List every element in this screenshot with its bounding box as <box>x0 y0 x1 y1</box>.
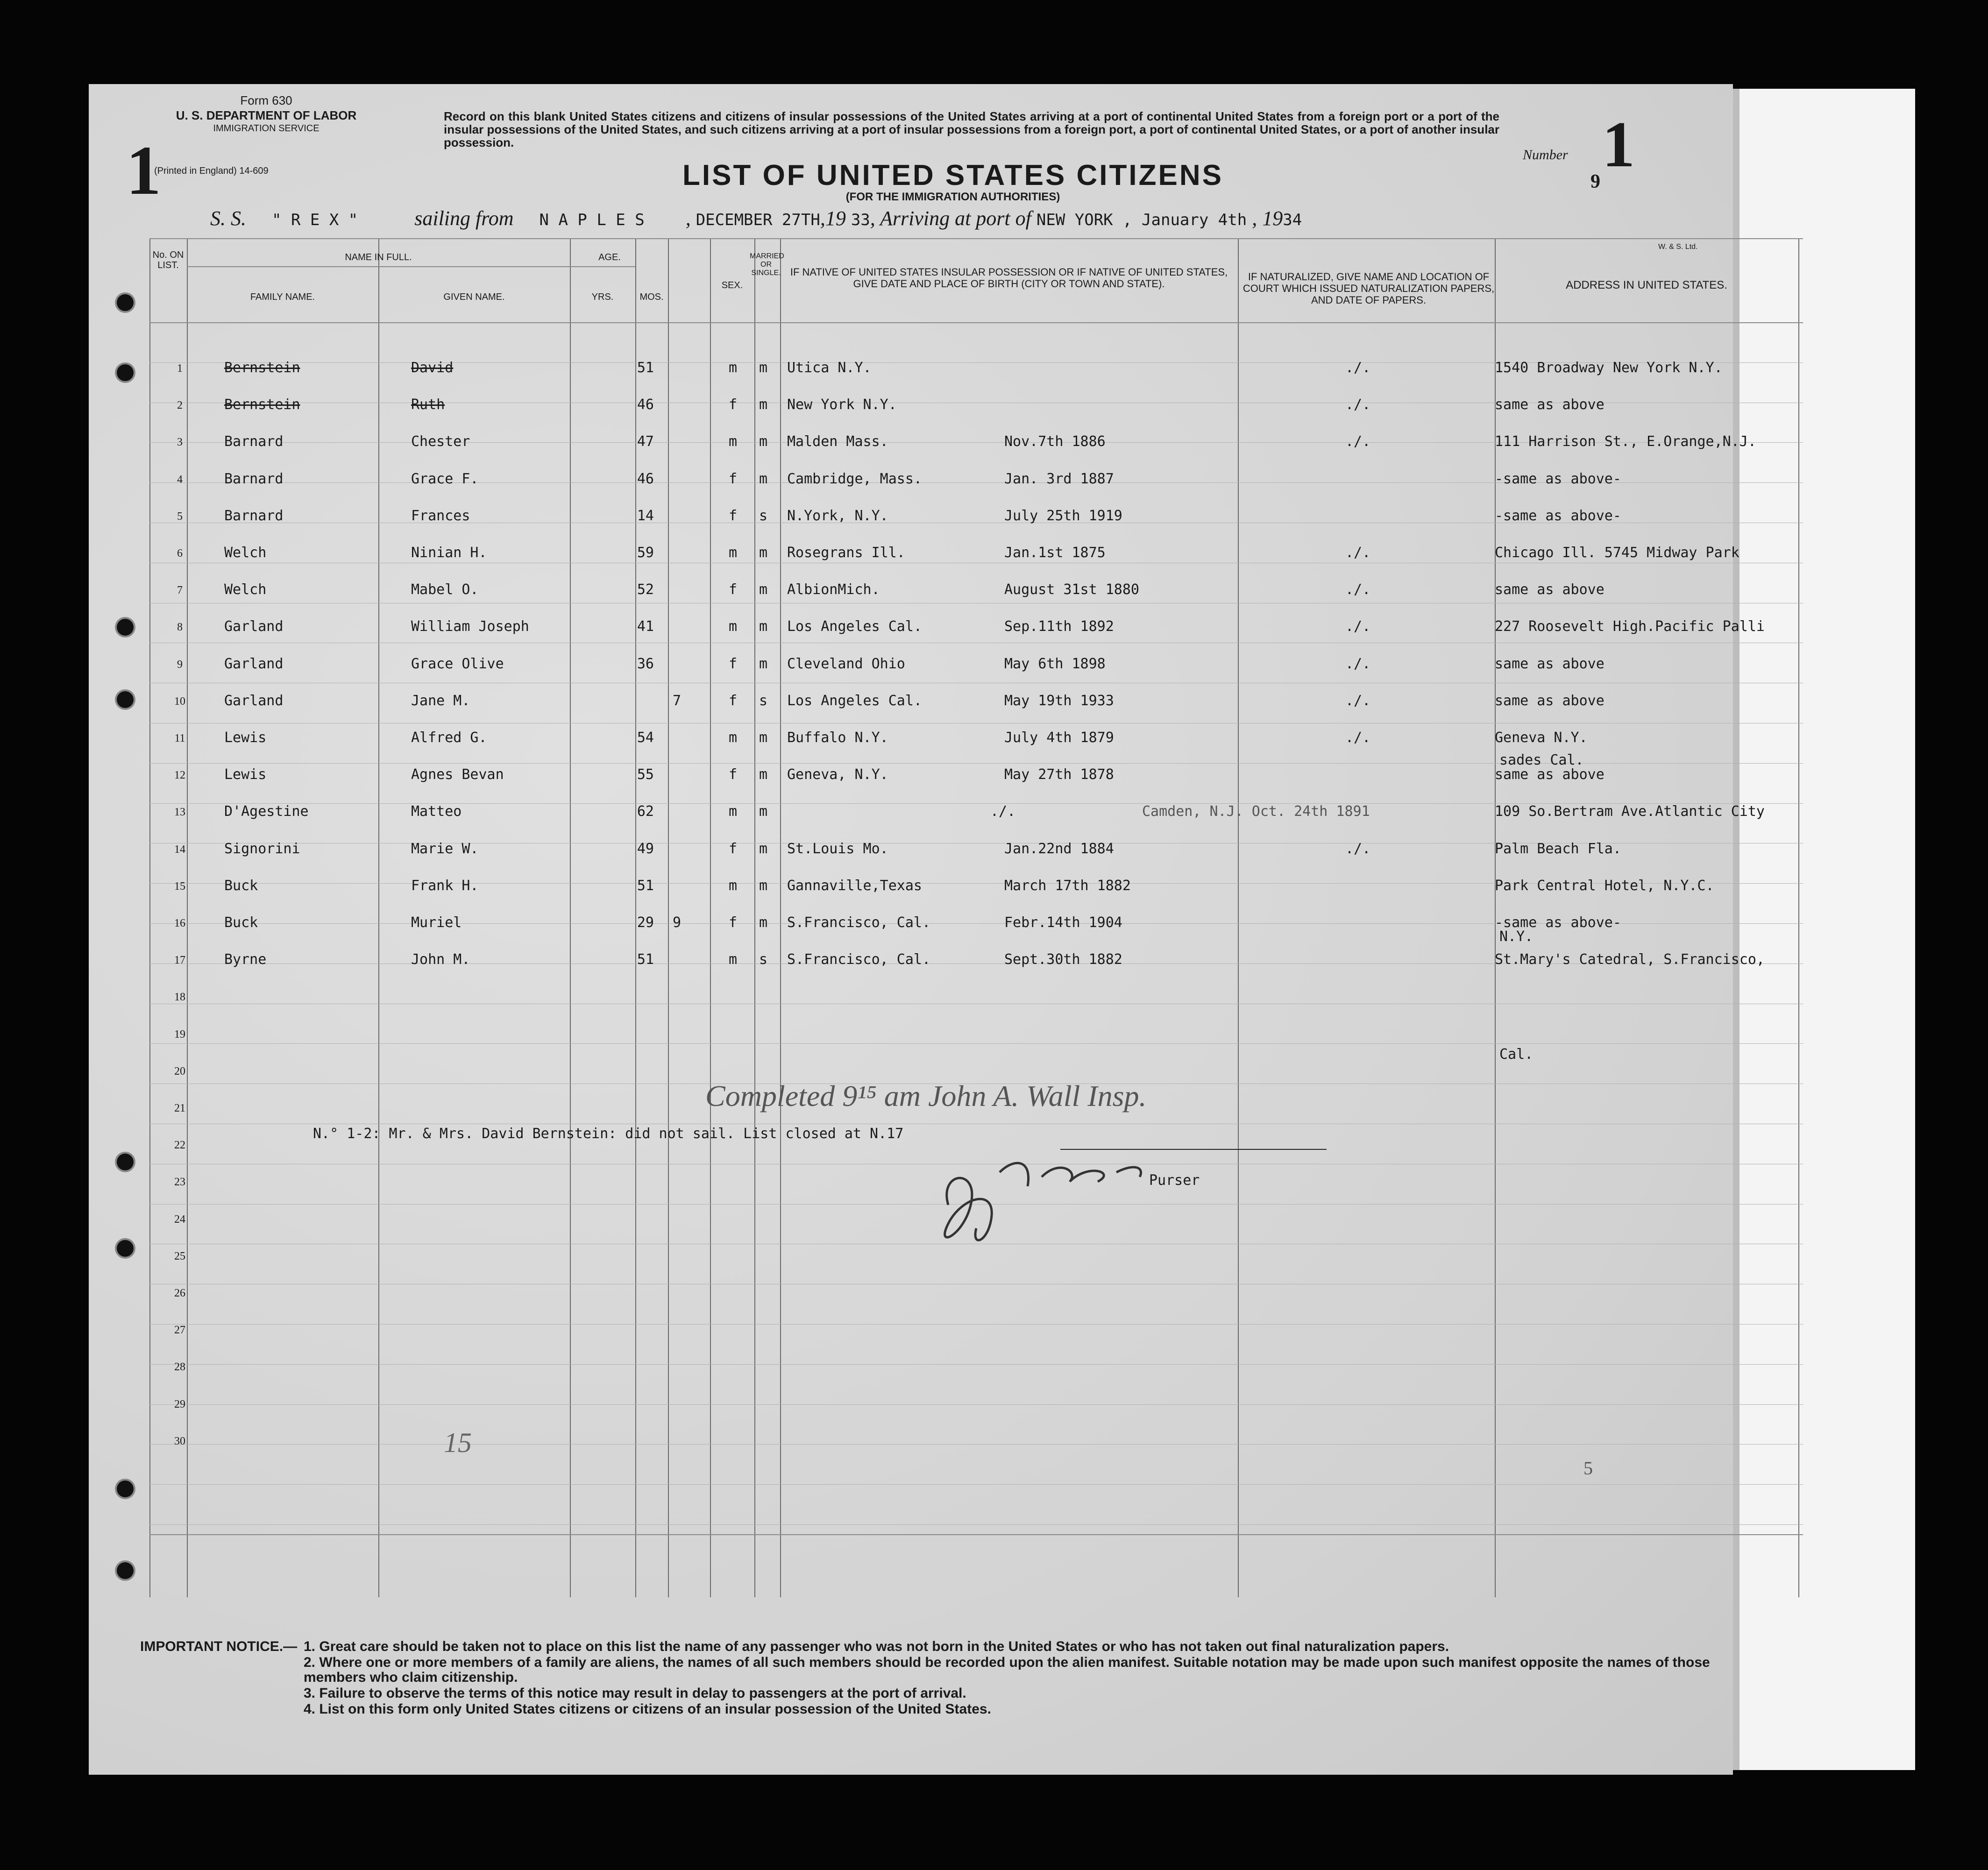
cell-family: Lewis <box>224 730 267 746</box>
cell-nat: ./. <box>1345 545 1371 561</box>
cell-given: Muriel <box>411 914 462 931</box>
cell-mar: s <box>759 951 768 968</box>
row-number: 8 <box>177 621 183 634</box>
row-number: 22 <box>174 1139 185 1152</box>
cell-addr: same as above <box>1495 397 1605 413</box>
list-number-left: 1 <box>126 132 161 209</box>
address-continuation-8: sades Cal. <box>1499 752 1584 768</box>
cell-sex: f <box>729 397 738 413</box>
cell-age: 47 <box>637 433 654 450</box>
punch-hole <box>117 364 134 381</box>
sail-date: DECEMBER 27TH <box>696 211 820 229</box>
cell-nat: ./. <box>1345 655 1371 672</box>
cell-date: March 17th 1882 <box>1004 877 1131 894</box>
cell-age: 29 <box>637 914 654 931</box>
cell-place: Los Angeles Cal. <box>787 692 922 709</box>
cell-age: 51 <box>637 360 654 376</box>
cell-age: 52 <box>637 581 654 598</box>
cell-sex: f <box>729 470 738 487</box>
col-naturalized: IF NATURALIZED, GIVE NAME AND LOCATION OF COURT WHICH ISSUED NATURALIZATION PAPERS, AND DATE OF PAPERS. <box>1242 271 1495 306</box>
address-continuation-13: N.Y. <box>1499 928 1534 945</box>
cell-family: Buck <box>224 877 258 894</box>
row-rule <box>149 1484 1803 1485</box>
notice-label: IMPORTANT NOTICE.— <box>140 1639 298 1654</box>
cell-family: Lewis <box>224 766 267 783</box>
cell-nat: ./. <box>1345 840 1371 857</box>
cell-nat: ./. <box>1345 397 1371 413</box>
table-row <box>149 508 1812 545</box>
row-number: 21 <box>174 1102 185 1114</box>
cell-mos: 9 <box>673 914 682 931</box>
row-number: 3 <box>177 436 183 449</box>
sailing-label: sailing from <box>414 207 514 230</box>
form-number: Form 630 <box>240 93 292 107</box>
cell-nat: ./. <box>1345 433 1371 450</box>
cell-mar: m <box>759 730 768 746</box>
cell-family: Barnard <box>224 507 284 524</box>
table-row <box>149 693 1812 730</box>
cell-date: Jan. 3rd 1887 <box>1004 470 1114 487</box>
cell-given: Agnes Bevan <box>411 766 504 783</box>
cell-mar: m <box>759 803 768 820</box>
cell-given: Frances <box>411 507 470 524</box>
table-row <box>149 988 1812 1026</box>
row-number: 25 <box>174 1250 185 1262</box>
cell-family: Welch <box>224 545 267 561</box>
cell-date: Sept.30th 1882 <box>1004 951 1122 968</box>
punch-hole <box>117 1562 134 1579</box>
cell-place: Geneva, N.Y. <box>787 766 888 783</box>
cell-place: Buffalo N.Y. <box>787 730 888 746</box>
manifest-page <box>89 84 1765 1775</box>
cell-place: AlbionMich. <box>787 581 880 598</box>
punch-hole <box>117 1240 134 1257</box>
cell-sex: m <box>729 360 738 376</box>
row-number: 11 <box>174 732 185 744</box>
table-row <box>149 433 1812 471</box>
punch-hole <box>117 1480 134 1497</box>
cell-mar: s <box>759 692 768 709</box>
col-mos: MOS. <box>639 292 664 302</box>
table-row <box>149 656 1812 693</box>
table-row <box>149 1395 1812 1433</box>
cell-place: Gannaville,Texas <box>787 877 922 894</box>
cell-given: Ninian H. <box>411 545 487 561</box>
row-number: 17 <box>174 954 185 967</box>
cell-sex: f <box>729 840 738 857</box>
cell-sex: m <box>729 618 738 635</box>
row-number: 13 <box>174 806 185 819</box>
row-number: 14 <box>174 843 185 856</box>
cell-place: Cambridge, Mass. <box>787 470 922 487</box>
cell-given: Matteo <box>411 803 462 820</box>
cell-family: Garland <box>224 692 284 709</box>
row-number: 4 <box>177 473 183 486</box>
row-number: 2 <box>177 399 183 412</box>
col-native: IF NATIVE OF UNITED STATES INSULAR POSSESSION OR IF NATIVE OF UNITED STATES, GIVE DATE AND PLACE OF BIRTH (CITY OR TOWN AND STATE). <box>790 266 1228 290</box>
table-row <box>149 1358 1812 1395</box>
cell-addr: -same as above- <box>1495 470 1621 487</box>
cell-age: 55 <box>637 766 654 783</box>
row-number: 26 <box>174 1287 185 1299</box>
table-row <box>149 766 1812 804</box>
cell-addr: 227 Roosevelt High.Pacific Palli <box>1495 618 1765 635</box>
cell-place: S.Francisco, Cal. <box>787 951 931 968</box>
cell-sex: m <box>729 951 738 968</box>
col-name-in-full: NAME IN FULL. <box>345 252 412 262</box>
cell-family: Barnard <box>224 470 284 487</box>
cell-given: David <box>411 360 454 376</box>
cell-date: Febr.14th 1904 <box>1004 914 1122 931</box>
col-family: FAMILY NAME. <box>250 292 315 302</box>
voyage-line: S. S. " R E X " sailing from N A P L E S , DECEMBER 27TH,19 33, Arriving at port of NEW YORK , January 4th , 1934 <box>210 207 1302 230</box>
cell-given: Chester <box>411 433 470 450</box>
cell-age: 51 <box>637 877 654 894</box>
cell-date: July 25th 1919 <box>1004 507 1122 524</box>
cell-sex: f <box>729 581 738 598</box>
punch-hole <box>117 294 134 311</box>
cell-place: S.Francisco, Cal. <box>787 914 931 931</box>
cell-mar: m <box>759 397 768 413</box>
cell-sex: f <box>729 766 738 783</box>
notice-item: 2. Where one or more members of a family are aliens, the names of all such members should be recorded upon the alien manifest. Suitable notation may be made upon such manifest opposite the names of those members who claim citizenship. <box>304 1655 1710 1685</box>
row-number: 20 <box>174 1065 185 1077</box>
cell-family: Byrne <box>224 951 267 968</box>
table-row <box>149 951 1812 989</box>
address-prefix-17: Cal. <box>1499 1046 1534 1062</box>
table-row <box>149 1026 1812 1063</box>
cell-age: 14 <box>637 507 654 524</box>
arriving-label: , Arriving at port of <box>870 207 1031 230</box>
cell-addr: same as above <box>1495 766 1605 783</box>
row-number: 24 <box>174 1213 185 1225</box>
cell-sex: f <box>729 914 738 931</box>
record-instructions: Record on this blank United States citizens and citizens of insular possessions of the United States arriving at a port of continental United States from a foreign port or a port of the insular possessions of the United States, and such citizens arriving at a port of insular possessions from a foreign port, a port of continental United States, or a port of another insular possession. <box>444 109 1499 149</box>
row-number: 30 <box>174 1435 185 1447</box>
cell-age: 46 <box>637 397 654 413</box>
row-number: 28 <box>174 1361 185 1374</box>
punch-hole <box>117 1154 134 1170</box>
row-number: 1 <box>177 362 183 375</box>
table-row <box>149 1284 1812 1322</box>
cell-age: 59 <box>637 545 654 561</box>
row-number: 9 <box>177 658 183 671</box>
cell-nat: ./. <box>1345 581 1371 598</box>
cell-age: 49 <box>637 840 654 857</box>
cell-family: Garland <box>224 655 284 672</box>
cell-date: Nov.7th 1886 <box>1004 433 1106 450</box>
cell-given: Frank H. <box>411 877 479 894</box>
cell-place: ./. <box>990 803 1016 820</box>
cell-nat: ./. <box>1345 360 1371 376</box>
cell-date: July 4th 1879 <box>1004 730 1114 746</box>
punch-hole <box>117 691 134 708</box>
cell-addr: 111 Harrison St., E.Orange,N.J. <box>1495 433 1756 450</box>
cell-age: 51 <box>637 951 654 968</box>
cell-addr: St.Mary's Catedral, S.Francisco, <box>1495 951 1765 968</box>
pencil-mark-15: 15 <box>444 1427 472 1458</box>
row-rule <box>149 1524 1803 1525</box>
sail-year: 33 <box>851 211 870 229</box>
cell-mar: m <box>759 545 768 561</box>
page-number: 9 <box>1590 171 1600 192</box>
cell-sex: f <box>729 692 738 709</box>
cell-mar: s <box>759 507 768 524</box>
cell-mar: m <box>759 581 768 598</box>
cell-date: August 31st 1880 <box>1004 581 1139 598</box>
cell-place: St.Louis Mo. <box>787 840 888 857</box>
col-address: ADDRESS IN UNITED STATES. <box>1566 279 1727 291</box>
list-number-right: 1 <box>1602 108 1635 181</box>
cell-place: Rosegrans Ill. <box>787 545 905 561</box>
col-given: GIVEN NAME. <box>443 292 505 302</box>
cell-mar: m <box>759 840 768 857</box>
arr-year: 34 <box>1283 211 1302 229</box>
cell-nat: ./. <box>1345 692 1371 709</box>
table-row <box>149 581 1812 619</box>
cell-given: Alfred G. <box>411 730 487 746</box>
cell-nat: ./. <box>1345 618 1371 635</box>
row-number: 19 <box>174 1028 185 1041</box>
cell-date: Sep.11th 1892 <box>1004 618 1114 635</box>
cell-given: Jane M. <box>411 692 470 709</box>
cell-mar: m <box>759 433 768 450</box>
cell-given: Grace F. <box>411 470 479 487</box>
table-row <box>149 1321 1812 1359</box>
cell-mar: m <box>759 655 768 672</box>
purser-signature <box>920 1130 1285 1261</box>
service-label: IMMIGRATION SERVICE <box>213 123 320 134</box>
cell-sex: m <box>729 730 738 746</box>
cell-place: Utica N.Y. <box>787 360 872 376</box>
cell-addr: Chicago Ill. 5745 Midway Park <box>1495 545 1740 561</box>
cell-age: 41 <box>637 618 654 635</box>
cell-addr: same as above <box>1495 692 1605 709</box>
cell-given: John M. <box>411 951 470 968</box>
cell-age: 46 <box>637 470 654 487</box>
cell-sex: m <box>729 877 738 894</box>
table-row <box>149 397 1812 434</box>
notice-item: 3. Failure to observe the terms of this notice may result in delay to passengers at the port of arrival. <box>304 1686 966 1701</box>
number-label: Number <box>1523 147 1568 163</box>
cell-family: Bernstein <box>224 360 300 376</box>
cell-given: Mabel O. <box>411 581 479 598</box>
cell-mar: m <box>759 766 768 783</box>
cell-mar: m <box>759 618 768 635</box>
cell-sex: m <box>729 545 738 561</box>
table-row <box>149 1432 1812 1470</box>
cell-addr: 109 So.Bertram Ave.Atlantic City <box>1495 803 1765 820</box>
inspector-handwritten-note: Completed 9¹⁵ am John A. Wall Insp. <box>705 1079 1147 1112</box>
row-number: 5 <box>177 510 183 523</box>
ss-label: S. S. <box>210 207 246 230</box>
cell-sex: f <box>729 507 738 524</box>
row-number: 27 <box>174 1324 185 1337</box>
col-no: No. ON LIST. <box>152 250 184 270</box>
cell-date: Jan.22nd 1884 <box>1004 840 1114 857</box>
cell-family: Signorini <box>224 840 300 857</box>
cell-addr: same as above <box>1495 581 1605 598</box>
cell-age: 54 <box>637 730 654 746</box>
sail-year-prefix: 19 <box>825 207 846 230</box>
cell-nat: Camden, N.J. Oct. 24th 1891 <box>1142 803 1370 820</box>
printer-mark: (Printed in England) 14-609 <box>154 166 269 176</box>
cell-date: May 27th 1878 <box>1004 766 1114 783</box>
cell-nat: ./. <box>1345 730 1371 746</box>
arr-year-prefix: , 19 <box>1252 207 1283 230</box>
table-row <box>149 914 1812 952</box>
cell-date: May 6th 1898 <box>1004 655 1106 672</box>
cell-mar: m <box>759 470 768 487</box>
port-from: N A P L E S <box>539 211 645 229</box>
cell-mar: m <box>759 360 768 376</box>
cell-family: Garland <box>224 618 284 635</box>
cell-place: Cleveland Ohio <box>787 655 905 672</box>
row-number: 7 <box>177 584 183 597</box>
cell-place: New York N.Y. <box>787 397 897 413</box>
cell-addr: -same as above- <box>1495 914 1621 931</box>
cell-mar: m <box>759 914 768 931</box>
row-number: 10 <box>174 695 185 708</box>
table-row <box>149 878 1812 915</box>
notice-item: 1. Great care should be taken not to place on this list the name of any passenger who was not born in the United States or who has not taken out final naturalization papers. <box>304 1639 1449 1654</box>
cell-age: 62 <box>637 803 654 820</box>
notice-item: 4. List on this form only United States citizens or citizens of an insular possession of the United States. <box>304 1701 991 1717</box>
cell-addr: Palm Beach Fla. <box>1495 840 1621 857</box>
row-number: 12 <box>174 769 185 782</box>
port-to: NEW YORK , January 4th <box>1036 211 1247 229</box>
cell-addr: 1540 Broadway New York N.Y. <box>1495 360 1723 376</box>
table-row <box>149 360 1812 397</box>
cell-mar: m <box>759 877 768 894</box>
cell-date: Jan.1st 1875 <box>1004 545 1106 561</box>
row-number: 23 <box>174 1176 185 1189</box>
table-row <box>149 841 1812 878</box>
ship-name: " R E X " <box>272 211 358 229</box>
col-sex: SEX. <box>721 280 743 290</box>
cell-sex: m <box>729 803 738 820</box>
cell-addr: same as above <box>1495 655 1605 672</box>
cell-age: 36 <box>637 655 654 672</box>
cell-given: William Joseph <box>411 618 529 635</box>
col-married: MARRIED OR SINGLE. <box>750 252 784 277</box>
cell-mos: 7 <box>673 692 682 709</box>
department-label: U. S. DEPARTMENT OF LABOR <box>176 108 357 122</box>
cell-place: Los Angeles Cal. <box>787 618 922 635</box>
cell-date: May 19th 1933 <box>1004 692 1114 709</box>
cell-family: Barnard <box>224 433 284 450</box>
col-age: AGE. <box>598 252 621 262</box>
col-yrs: YRS. <box>591 292 614 302</box>
page-title: LIST OF UNITED STATES CITIZENS <box>682 159 1223 191</box>
cell-family: Buck <box>224 914 258 931</box>
row-number: 6 <box>177 547 183 560</box>
row-number: 16 <box>174 917 185 929</box>
table-row <box>149 545 1812 582</box>
row-number: 18 <box>174 991 185 1004</box>
cell-place: N.York, N.Y. <box>787 507 888 524</box>
page-subtitle: (FOR THE IMMIGRATION AUTHORITIES) <box>845 191 1060 203</box>
cell-family: Bernstein <box>224 397 300 413</box>
cell-family: Welch <box>224 581 267 598</box>
cell-addr: -same as above- <box>1495 507 1621 524</box>
printer-label: W. & S. Ltd. <box>1658 243 1698 251</box>
table-row <box>149 803 1812 841</box>
cell-sex: f <box>729 655 738 672</box>
cell-given: Ruth <box>411 397 445 413</box>
cell-family: D'Agestine <box>224 803 309 820</box>
cell-given: Grace Olive <box>411 655 504 672</box>
row-number: 15 <box>174 880 185 892</box>
cell-place: Malden Mass. <box>787 433 888 450</box>
punch-hole <box>117 619 134 636</box>
table-row <box>149 618 1812 656</box>
table-row <box>149 471 1812 508</box>
closing-note: N.° 1-2: Mr. & Mrs. David Bernstein: did not sail. List closed at N.17 <box>313 1126 904 1142</box>
cell-sex: m <box>729 433 738 450</box>
cell-addr: Park Central Hotel, N.Y.C. <box>1495 877 1714 894</box>
cell-given: Marie W. <box>411 840 479 857</box>
row-number: 29 <box>174 1398 185 1410</box>
pencil-mark-5: 5 <box>1583 1458 1593 1479</box>
purser-label: Purser <box>1149 1172 1200 1189</box>
cell-addr: Geneva N.Y. <box>1495 730 1588 746</box>
